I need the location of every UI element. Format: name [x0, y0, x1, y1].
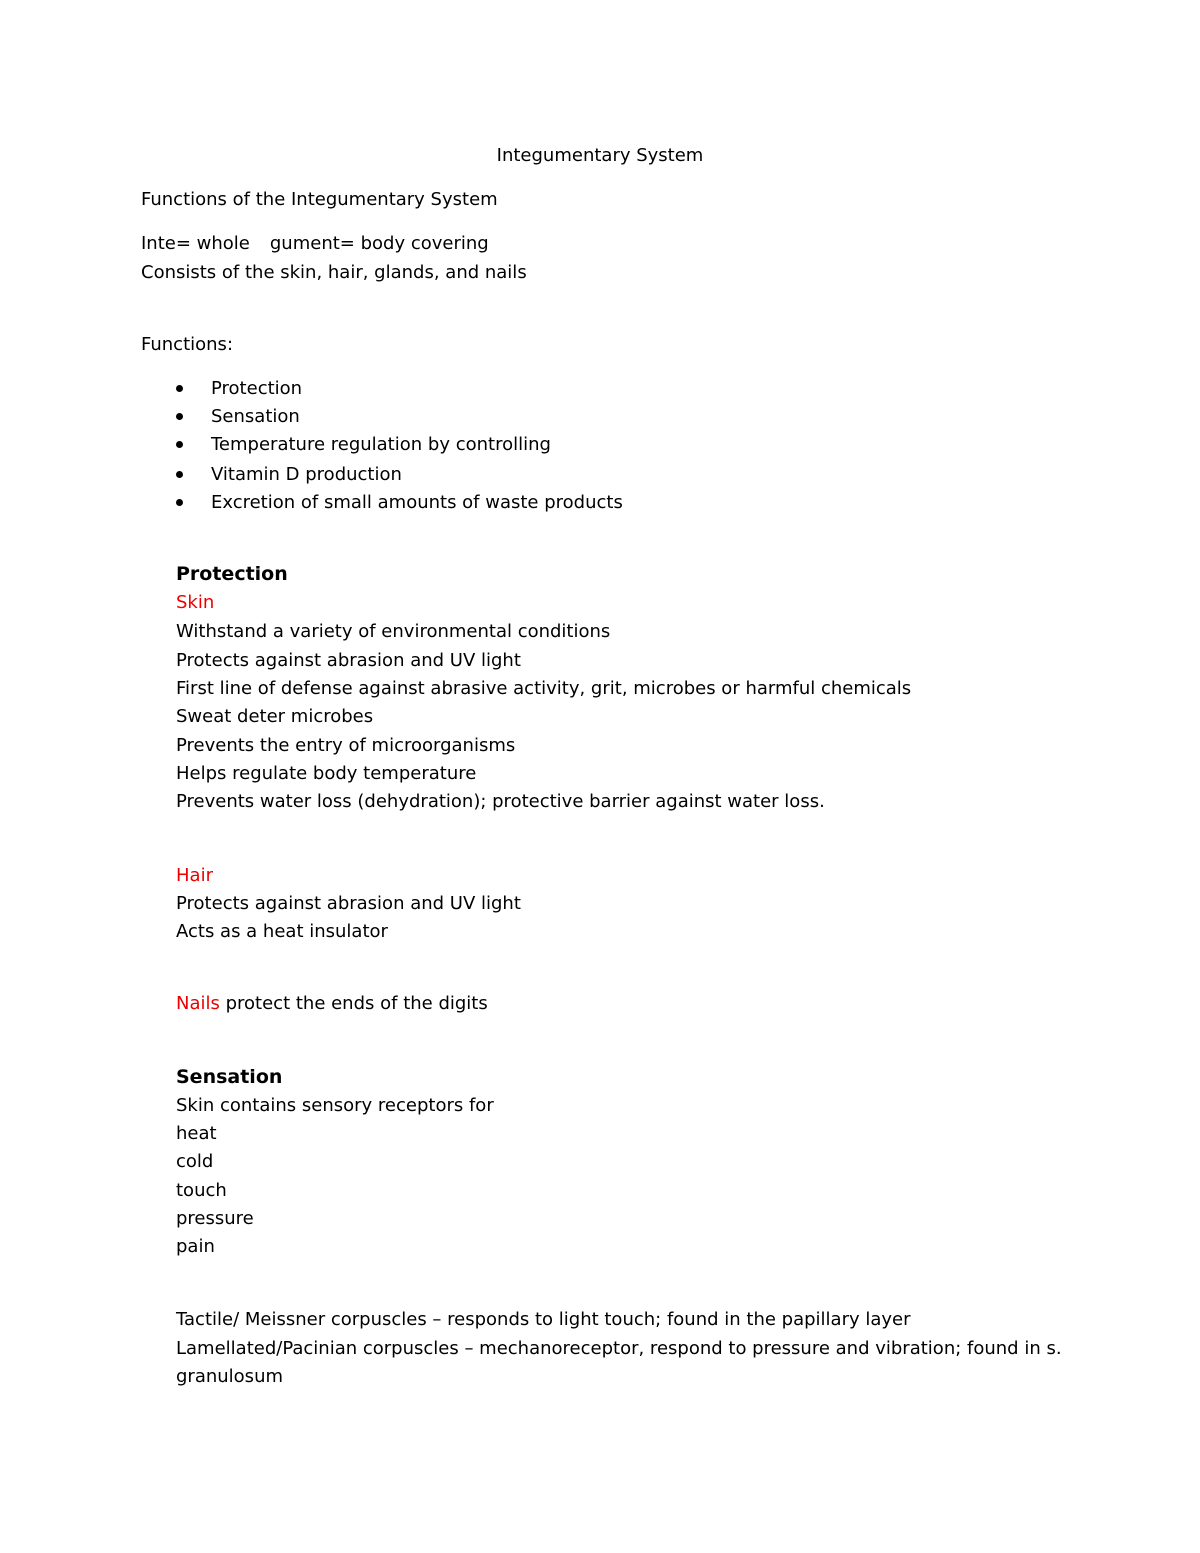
- skin-line: Sweat deter microbes: [176, 706, 374, 727]
- bullet-icon: [176, 385, 183, 392]
- bullet-icon: [176, 441, 183, 448]
- list-item: Protection: [211, 378, 303, 399]
- lamellated-line-cont: granulosum: [176, 1366, 284, 1387]
- skin-label: Skin: [176, 592, 215, 613]
- skin-line: Helps regulate body temperature: [176, 763, 477, 784]
- nails-text: protect the ends of the digits: [219, 993, 488, 1014]
- lamellated-line: Lamellated/Pacinian corpuscles – mechanoreceptor, respond to pressure and vibration; found in s.: [176, 1338, 1062, 1359]
- hair-label: Hair: [176, 865, 213, 886]
- document-title: Integumentary System: [496, 145, 704, 166]
- protection-heading: Protection: [176, 563, 288, 585]
- nails-label: Nails: [176, 993, 220, 1014]
- section-subtitle: Functions of the Integumentary System: [141, 189, 498, 210]
- functions-label: Functions:: [141, 334, 234, 355]
- hair-line: Acts as a heat insulator: [176, 921, 388, 942]
- bullet-icon: [176, 413, 183, 420]
- skin-line: Prevents the entry of microorganisms: [176, 735, 516, 756]
- etymology-line: [141, 233, 489, 255]
- skin-line: Prevents water loss (dehydration); protective barrier against water loss.: [176, 791, 825, 812]
- skin-line: Protects against abrasion and UV light: [176, 650, 521, 671]
- list-item: Sensation: [211, 406, 300, 427]
- skin-line: First line of defense against abrasive activity, grit, microbes or harmful chemicals: [176, 678, 912, 699]
- tactile-line: Tactile/ Meissner corpuscles – responds to light touch; found in the papillary layer: [176, 1309, 911, 1330]
- list-item: Excretion of small amounts of waste products: [211, 492, 623, 513]
- hair-line: Protects against abrasion and UV light: [176, 893, 521, 914]
- bullet-icon: [176, 471, 183, 478]
- receptor-item: pressure: [176, 1208, 254, 1229]
- consists-line: Consists of the skin, hair, glands, and nails: [141, 262, 527, 283]
- receptor-item: heat: [176, 1123, 217, 1144]
- skin-line: Withstand a variety of environmental conditions: [176, 621, 611, 642]
- nails-line: [176, 993, 488, 1015]
- sensation-intro: Skin contains sensory receptors for: [176, 1095, 494, 1116]
- list-item: Vitamin D production: [211, 464, 402, 485]
- etymology-part1: Inte= whole: [141, 233, 250, 254]
- receptor-item: cold: [176, 1151, 214, 1172]
- bullet-icon: [176, 499, 183, 506]
- receptor-item: pain: [176, 1236, 215, 1257]
- sensation-heading: Sensation: [176, 1066, 283, 1088]
- receptor-item: touch: [176, 1180, 227, 1201]
- list-item: Temperature regulation by controlling: [211, 434, 551, 455]
- etymology-part2: gument= body covering: [269, 233, 489, 254]
